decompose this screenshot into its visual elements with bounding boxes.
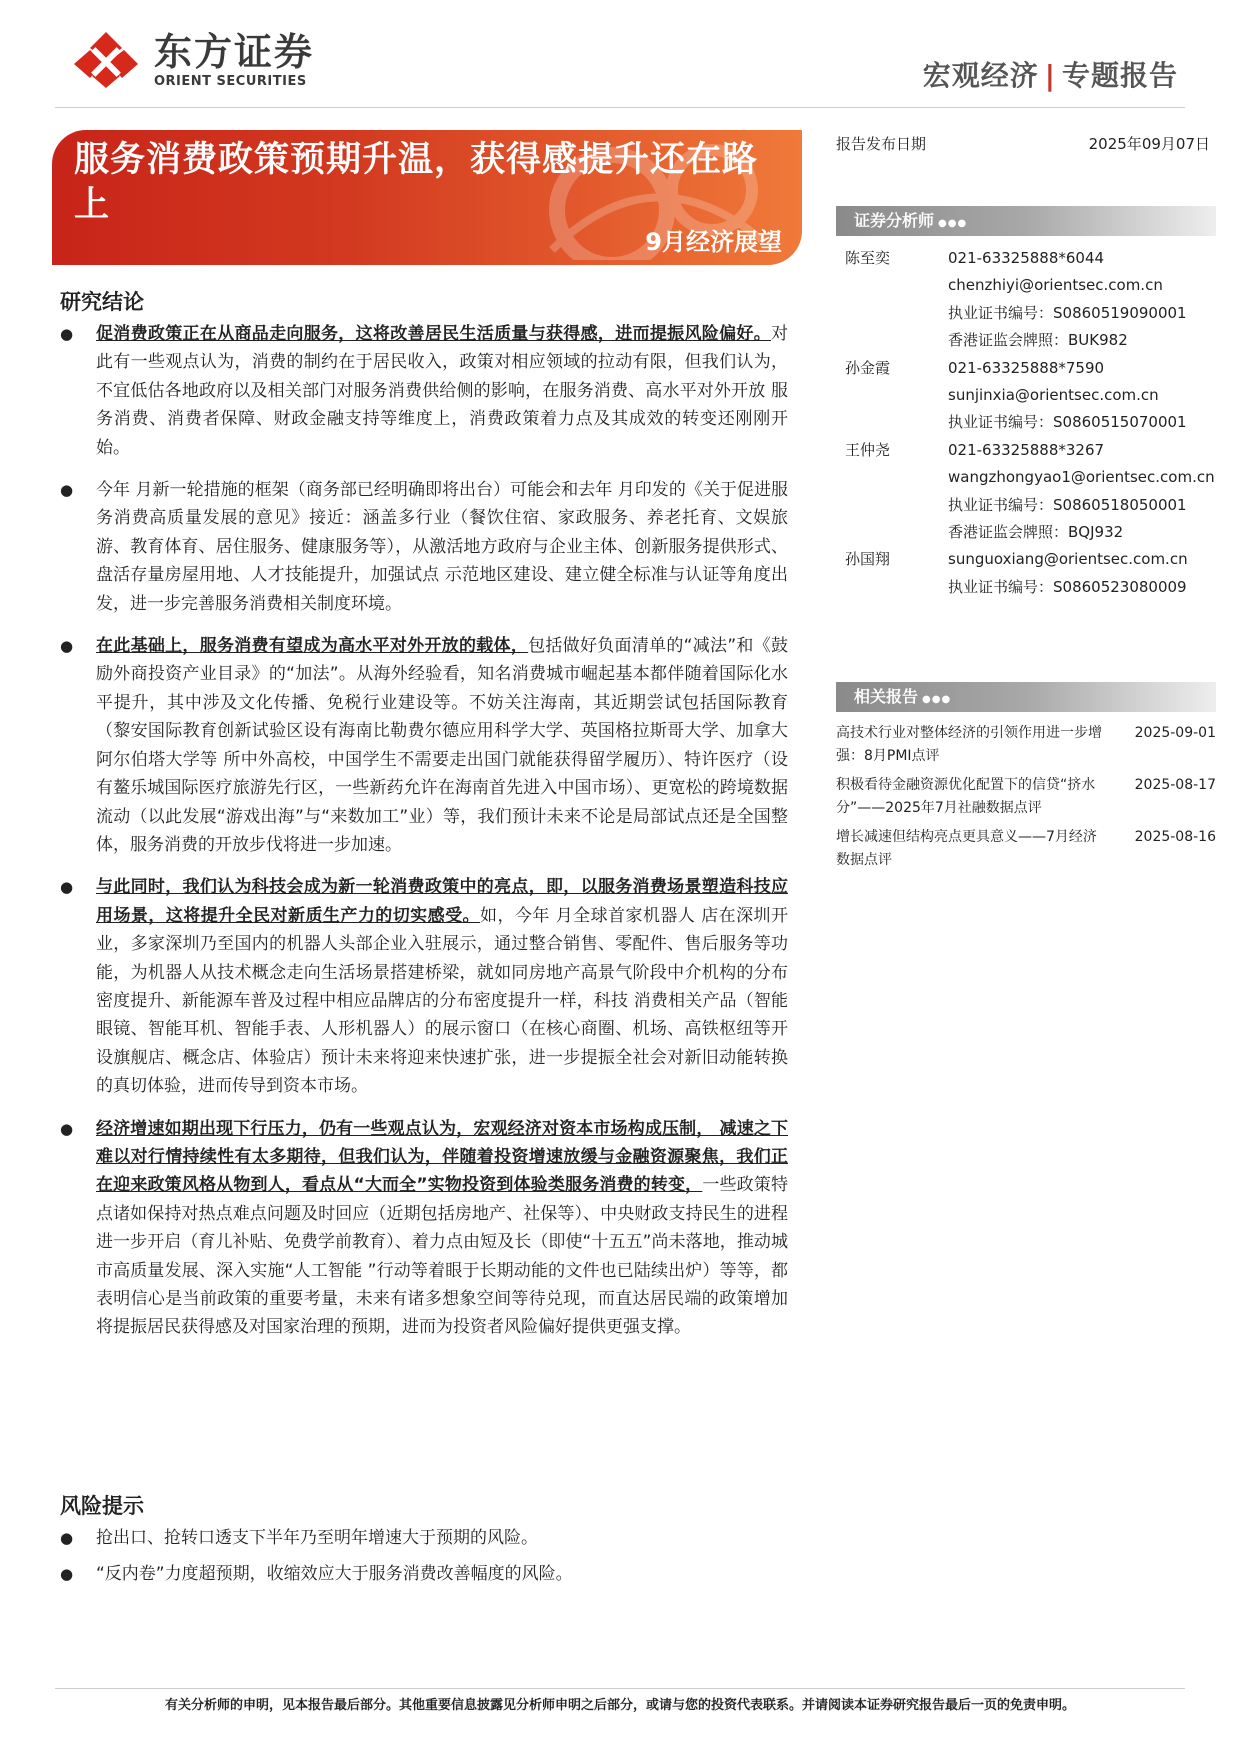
analyst-row — [845, 272, 1215, 299]
publish-date-value: 2025年09月07日 — [1088, 135, 1210, 153]
analyst-info: 执业证书编号：S0860518050001 — [948, 495, 1187, 514]
bullet-highlight: 经济增速如期出现下行压力，仍有一些观点认为，宏观经济对资本市场构成压制， 减速之下难以对行情持续性有太多期待，但我们认为，伴随着投资增速放缓与金融资源聚焦，我们正在迎来政策风格从物到人，看点从“大而全”实物投资到体验类服务消费的转变， — [96, 1118, 788, 1196]
related-report-date: 2025-09-01 — [1134, 725, 1216, 741]
analyst-name — [845, 464, 948, 491]
analyst-name — [845, 492, 948, 519]
analyst-row — [845, 574, 1215, 601]
analyst-email[interactable]: sunguoxiang@orientsec.com.cn — [948, 550, 1188, 569]
related-reports-list — [836, 722, 1216, 878]
analyst-row — [845, 300, 1215, 327]
risk-list — [60, 1524, 788, 1597]
conclusion-bullet — [60, 632, 788, 859]
footer-divider — [55, 1688, 1185, 1689]
analysts-list — [845, 245, 1215, 601]
analyst-email[interactable]: chenzhiyi@orientsec.com.cn — [948, 276, 1163, 295]
bullet-highlight: 在此基础上，服务消费有望成为高水平对外开放的载体， — [96, 636, 529, 657]
analyst-name — [845, 519, 948, 546]
report-title: 服务消费政策预期升温，获得感提升还在路上 — [74, 140, 759, 225]
conclusion-heading: 研究结论 — [60, 290, 144, 314]
analyst-row — [845, 437, 1215, 464]
report-type-label: 专题报告 — [1061, 59, 1178, 92]
analyst-name — [845, 409, 948, 436]
category-separator: | — [1044, 59, 1056, 92]
analyst-name: 孙国翔 — [845, 550, 891, 569]
related-panel-header — [836, 682, 1216, 712]
analyst-row — [845, 546, 1215, 573]
analyst-row — [845, 464, 1215, 491]
bullet-highlight: 促消费政策正在从商品走向服务，这将改善居民生活质量与获得感，进而提振风险偏好。 — [96, 324, 771, 344]
risk-heading: 风险提示 — [60, 1494, 144, 1518]
analyst-name — [845, 382, 948, 409]
analyst-info: 021-63325888*6044 — [948, 249, 1105, 267]
analysts-panel-title: 证券分析师 — [854, 211, 935, 230]
bullet-text: 今年 月新一轮措施的框架（商务部已经明确即将出台）可能会和去年 月印发的《关于促进服务消费高质量发展的意见》接近：涵盖多行业（餐饮住宿、家政服务、养老托育、文娱旅游、教育体育、居住服务、健康服务等），从激活地方政府与企业主体、创新服务提供形式、盘活存量房屋用地、人才技能提升，加强试点 示范地区建设、建立健全标准与认证等角度出发，进一步完善服务消费相关制度环境。 — [96, 480, 788, 614]
analyst-info: 香港证监会牌照：BUK982 — [948, 331, 1128, 350]
analyst-info: 执业证书编号：S0860523080009 — [948, 577, 1187, 596]
analyst-name: 孙金霞 — [845, 358, 891, 377]
analyst-row — [845, 245, 1215, 272]
publish-date-row — [836, 133, 1210, 154]
risk-item: ● “反内卷”力度超预期，收缩效应大于服务消费改善幅度的风险。 — [60, 1560, 788, 1588]
related-report[interactable] — [836, 722, 1216, 768]
bullet-highlight: 与此同时，我们认为科技会成为新一轮消费政策中的亮点，即，以服务消费场景塑造科技应用场景，这将提升全民对新质生产力的切实感受。 — [96, 877, 788, 926]
conclusion-bullet — [60, 873, 788, 1100]
analyst-info: 021-63325888*7590 — [948, 358, 1105, 377]
report-category — [923, 54, 1178, 94]
header-dots-icon: ●●● — [938, 218, 968, 229]
analyst-name — [845, 300, 948, 327]
bullet-text: 一些政策特点诸如保持对热点难点问题及时回应（近期包括房地产、社保等）、中央财政支持民生的进程进一步开启（育儿补贴、免费学前教育）、着力点由短及长（即使“十五五”尚未落地，推动城市高质量发展、深入实施“人工智能 ”行动等着眼于长期动能的文件也已陆续出炉）等等，都表明信心是当前政策的重要考量，未来有诸多想象空间等待兑现，而直达居民端的政策增加将提振居民获得感及对国家治理的预期，进而为投资者风险偏好提供更强支撑。 — [96, 1175, 788, 1338]
category-label: 宏观经济 — [922, 59, 1039, 92]
conclusion-body — [60, 320, 788, 1356]
analyst-info: 执业证书编号：S0860519090001 — [948, 303, 1187, 322]
orient-logo-icon — [72, 30, 140, 90]
company-logo — [72, 30, 314, 90]
analyst-name — [845, 327, 948, 354]
bullet-text: 包括做好负面清单的“减法”和《鼓励外商投资产业目录》的“加法”。从海外经验看，知名消费城市崛起基本都伴随着国际化水平提升，其中涉及文化传播、免税行业建设等。不妨关注海南，其近期尝试包括国际教育（黎安国际教育创新试验区设有海南比勒费尔德应用科学大学、英国格拉斯哥大学、加拿大阿尔伯塔大学等 所中外高校，中国学生不需要走出国门就能获得留学履历）、特许医疗（设有鳌乐城国际医疗旅游先行区，一些新药允许在海南首先进入中国市场）、更宽松的跨境数据流动（以此发展“游戏出海”与“来数加工”业）等，我们预计未来不论是局部试点还是全国整体，服务消费的开放步伐将进一步加速。 — [96, 636, 788, 855]
bullet-text: 对此有一些观点认为，消费的制约在于居民收入，政策对相应领域的拉动有限，但我们认为，不宜低估各地政府以及相关部门对服务消费供给侧的影响，在服务消费、高水平对外开放 服务消费、消费者保障、财政金融支持等维度上，消费政策着力点及其成效的转变还刚刚开始。 — [96, 324, 788, 458]
related-report-date: 2025-08-17 — [1134, 777, 1216, 793]
related-report-date: 2025-08-16 — [1134, 829, 1216, 845]
analyst-row — [845, 519, 1215, 546]
analysts-panel-header — [836, 206, 1216, 236]
analyst-name: 王仲尧 — [845, 440, 891, 459]
conclusion-bullet — [60, 476, 788, 618]
title-banner — [52, 130, 802, 265]
publish-date-label: 报告发布日期 — [836, 135, 927, 153]
related-report-title[interactable]: 高技术行业对整体经济的引领作用进一步增强：8月PMI点评 — [836, 725, 1102, 764]
analyst-info: 香港证监会牌照：BQJ932 — [948, 522, 1124, 541]
analyst-email[interactable]: wangzhongyao1@orientsec.com.cn — [948, 468, 1215, 487]
related-report[interactable] — [836, 774, 1216, 820]
analyst-name — [845, 574, 948, 601]
related-report-title[interactable]: 积极看待金融资源优化配置下的信贷“挤水分”——2025年7月社融数据点评 — [836, 777, 1096, 816]
related-report[interactable] — [836, 826, 1216, 872]
analyst-info: 021-63325888*3267 — [948, 440, 1105, 459]
analyst-info: 执业证书编号：S0860515070001 — [948, 413, 1187, 432]
header-dots-icon: ●●● — [922, 694, 952, 705]
conclusion-bullet — [60, 1115, 788, 1342]
analyst-row — [845, 492, 1215, 519]
header-divider — [55, 107, 1185, 108]
logo-cn-text: 东方证券 — [154, 30, 315, 74]
logo-en-text: ORIENT SECURITIES — [154, 74, 307, 89]
analyst-row — [845, 355, 1215, 382]
related-panel-title: 相关报告 — [854, 687, 919, 706]
related-report-title[interactable]: 增长减速但结构亮点更具意义——7月经济数据点评 — [836, 829, 1097, 868]
footer-disclaimer: 有关分析师的申明，见本报告最后部分。其他重要信息披露见分析师申明之后部分，或请与您的投资代表联系。并请阅读本证券研究报告最后一页的免责申明。 — [164, 1698, 1075, 1713]
analyst-name: 陈至奕 — [845, 249, 891, 267]
bullet-text: 如，今年 月全球首家机器人 店在深圳开业，多家深圳乃至国内的机器人头部企业入驻展示，通过整合销售、零配件、售后服务等功能，为机器人从技术概念走向生活场景搭建桥梁，就如同房地产高景气阶段中介机构的分布密度提升、新能源车普及过程中相应品牌店的分布密度提升一样，科技 消费相关产品（智能眼镜、智能耳机、智能手表、人形机器人）的展示窗口（在核心商圈、机场、高铁枢纽等开设旗舰店、概念店、体验店）预计未来将迎来快速扩张，进一步提振全社会对新旧动能转换的真切体验，进而传导到资本市场。 — [96, 905, 789, 1097]
analyst-row — [845, 382, 1215, 409]
analyst-row — [845, 409, 1215, 436]
analyst-name — [845, 272, 948, 299]
report-subtitle: 9月经济展望 — [645, 228, 782, 256]
conclusion-bullet — [60, 320, 788, 462]
analyst-email[interactable]: sunjinxia@orientsec.com.cn — [948, 385, 1159, 404]
risk-item: ● 抢出口、抢转口透支下半年乃至明年增速大于预期的风险。 — [60, 1524, 788, 1552]
analyst-row — [845, 327, 1215, 354]
